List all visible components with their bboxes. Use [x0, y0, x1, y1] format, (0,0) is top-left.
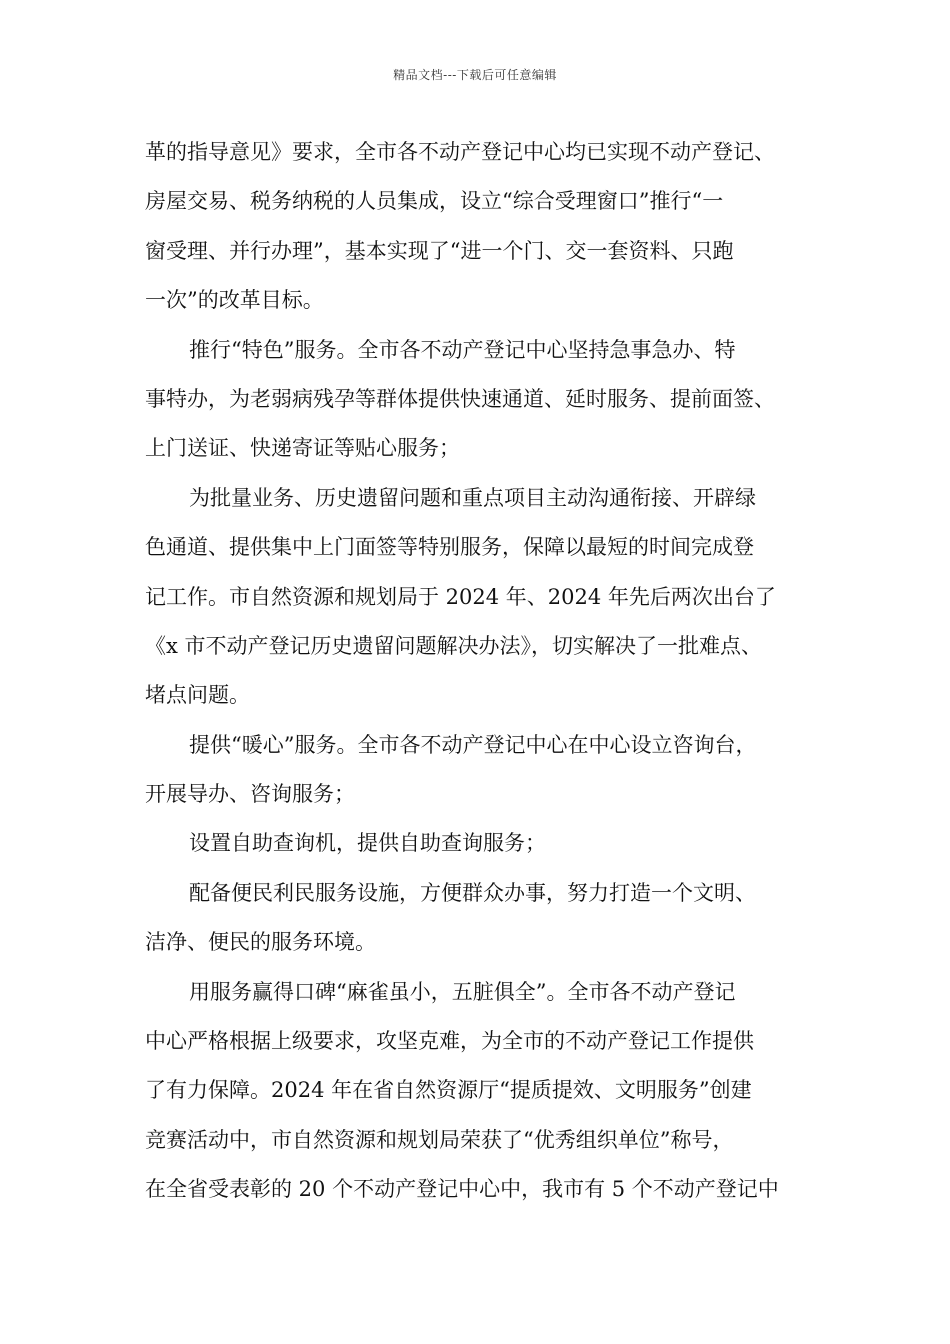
paragraph-line: 革的指导意见》要求，全市各不动产登记中心均已实现不动产登记、: [145, 140, 775, 164]
paragraph-line: 在全省受表彰的 20 个不动产登记中心中，我市有 5 个不动产登记中: [145, 1177, 779, 1202]
paragraph-line: 房屋交易、税务纳税的人员集成，设立“综合受理窗口”推行“一: [145, 189, 724, 214]
paragraph-line: 堵点问题。: [145, 683, 250, 708]
paragraph-line: 一次”的改革目标。: [145, 288, 324, 313]
paragraph-line: 为批量业务、历史遗留问题和重点项目主动沟通衔接、开辟绿: [189, 485, 756, 510]
paragraph-line: 竞赛活动中，市自然资源和规划局荣获了“优秀组织单位”称号，: [145, 1127, 734, 1152]
paragraph-line: 记工作。市自然资源和规划局于 2024 年、2024 年先后两次出台了: [145, 584, 776, 609]
paragraph-line: 开展导办、咨询服务；: [145, 782, 355, 807]
paragraph-line: 上门送证、快递寄证等贴心服务；: [145, 436, 460, 461]
paragraph-line: 了有力保障。2024 年在省自然资源厅“提质提效、文明服务”创建: [145, 1078, 752, 1103]
paragraph-line: 提供“暖心”服务。全市各不动产登记中心在中心设立咨询台，: [189, 732, 757, 757]
paragraph-line: 中心严格根据上级要求，攻坚克难，为全市的不动产登记工作提供: [145, 1029, 754, 1054]
paragraph-line: 事特办，为老弱病残孕等群体提供快速通道、延时服务、提前面签、: [145, 386, 775, 411]
paragraph-line: 《x 市不动产登记历史遗留问题解决办法》，切实解决了一批难点、: [145, 633, 763, 658]
page-header: 精品文档---下载后可任意编辑: [393, 68, 557, 82]
paragraph-line: 色通道、提供集中上门面签等特别服务，保障以最短的时间完成登: [145, 535, 754, 560]
paragraph-line: 推行“特色”服务。全市各不动产登记中心坚持急事急办、特: [189, 337, 736, 362]
paragraph-line: 窗受理、并行办理”，基本实现了“进一个门、交一套资料、只跑: [145, 238, 734, 263]
paragraph-line: 洁净、便民的服务环境。: [145, 930, 376, 955]
paragraph-line: 设置自助查询机，提供自助查询服务；: [189, 831, 546, 856]
paragraph-line: 配备便民利民服务设施，方便群众办事，努力打造一个文明、: [189, 880, 756, 905]
document-body: [145, 128, 815, 1215]
paragraph-line: 用服务赢得口碑“麻雀虽小，五脏俱全”。全市各不动产登记: [189, 979, 736, 1004]
